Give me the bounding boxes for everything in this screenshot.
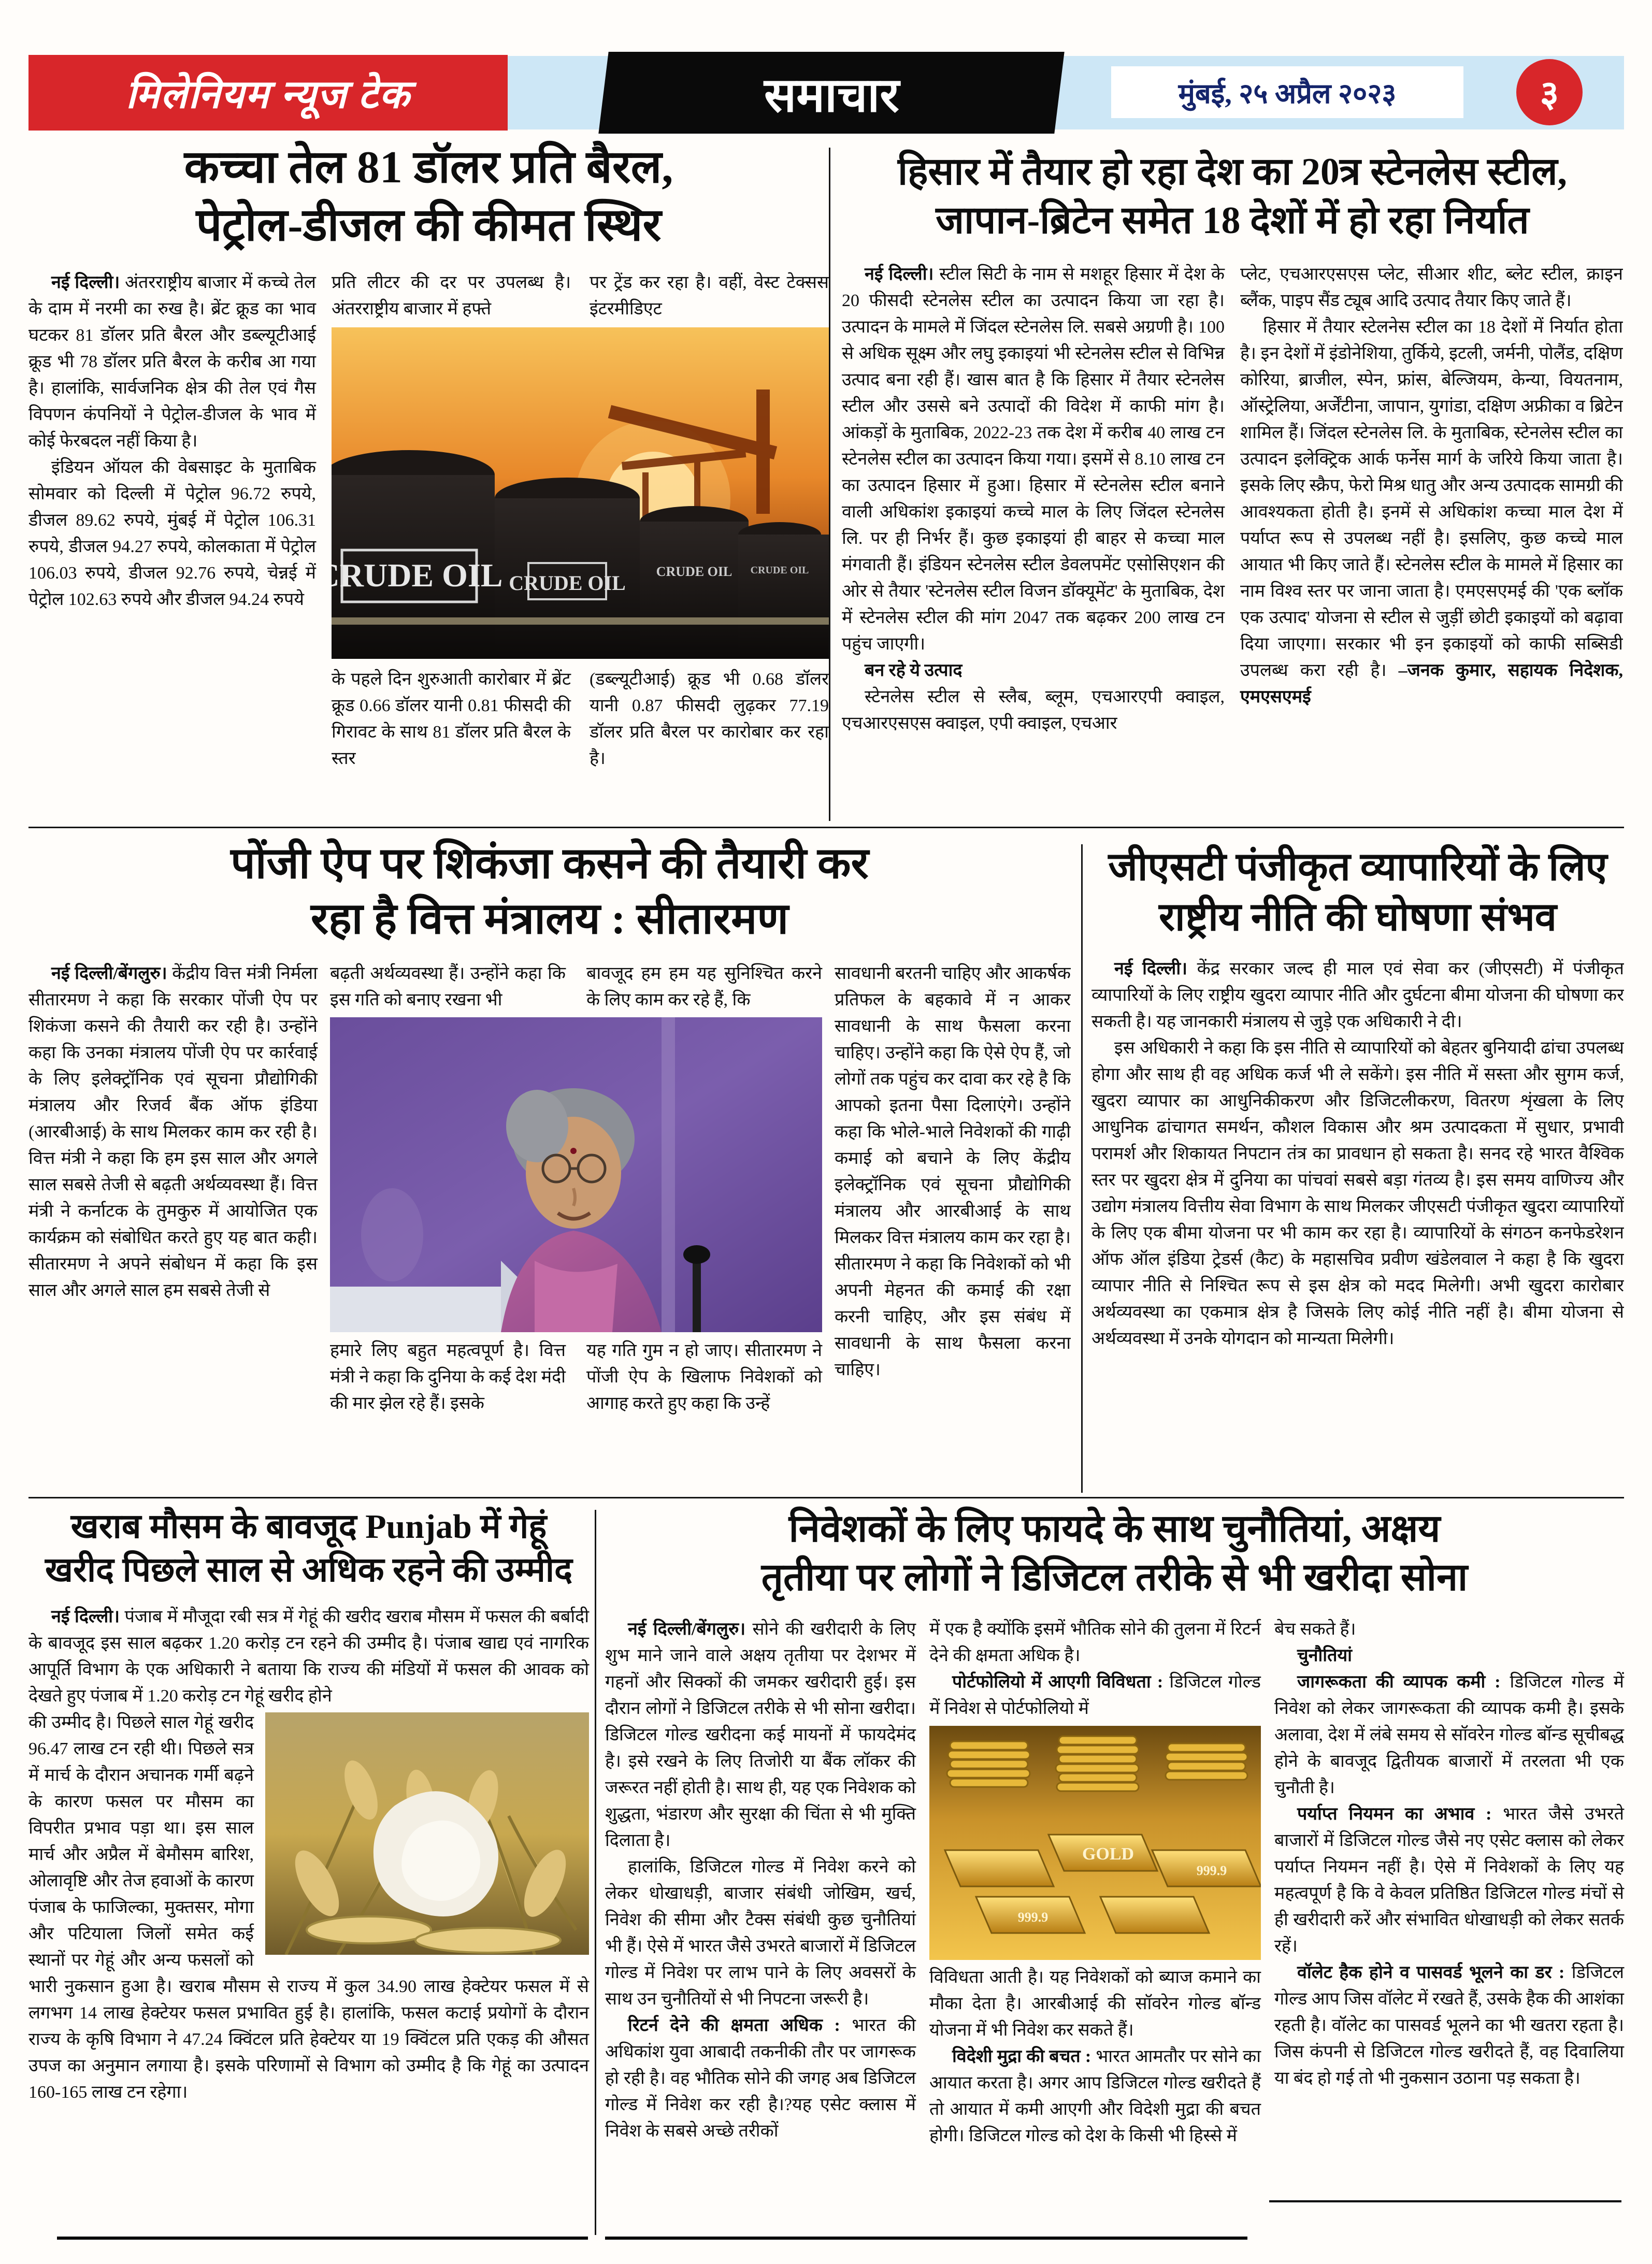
article-wheat-intro bbox=[28, 1604, 589, 1709]
headline-line: निवेशकों के लिए फायदे के साथ चुनौतियां, अक्षय bbox=[788, 1508, 1441, 1550]
wheat-photo bbox=[265, 1712, 589, 1955]
masthead bbox=[28, 56, 1624, 129]
page-number-badge bbox=[1516, 59, 1583, 125]
paragraph: इस अधिकारी ने कहा कि इस नीति से व्यापारियों को बेहतर बुनियादी ढांचा उपलब्ध होगा और साथ ही वह अधिक कर्ज भी ले सकेंगे। इस नीति में सस्ता और सुगम कर्ज, खुदरा व्यापार का आधुनिकीकरण और डिजिटलीकरण, वितरण शृंखला के लिए आधुनिक ढांचागत समर्थन, कौशल विकास और श्रम उत्पादकता में सुधार, प्रभावी परामर्श और शिकायत निपटान तंत्र का प्रावधान हो सकता है। सनद रहे भारत वैश्विक स्तर पर खुदरा क्षेत्र में दुनिया का पांचवां सबसे बड़ा गंतव्य है। इस समय वाणिज्य और उद्योग मंत्रालय वित्तीय सेवा विभाग के साथ मिलकर जीएसटी पंजीकृत खुदरा व्यापारियों के लिए एक बीमा योजना पर भी काम कर रहा है। व्यापारियों के संगठन कनफेडरेशन ऑफ ऑल इंडिया ट्रेडर्स (कैट) के महासचिव प्रवीण खंडेलवाल ने कहा है कि खुदरा व्यापार नीति से निश्चित रूप से इस क्षेत्र को मदद मिलेगी। अभी खुदरा कारोबार अर्थव्यवस्था का एकमात्र क्षेत्र है जिसके लिए कोई नीति नहीं है। बीमा योजना से अर्थव्यवस्था में उनके योगदान को मान्यता मिलेगी। bbox=[1091, 1039, 1624, 1349]
headline-line: पेट्रोल-डीजल की कीमत स्थिर bbox=[196, 200, 662, 251]
article-digital-gold-col2-bottom bbox=[929, 1964, 1261, 2149]
edition-date: मुंबई, २५ अप्रैल २०२३ bbox=[1178, 78, 1397, 109]
bottom-rule-right bbox=[1269, 2200, 1621, 2202]
article-ponzi-apps-col3-top: बावजूद हम हम यह सुनिश्चित करने के लिए काम कर रहे हैं, कि bbox=[586, 964, 822, 1010]
paragraph: बेच सकते हैं। bbox=[1274, 1619, 1356, 1639]
paragraph: नई दिल्ली। स्टील सिटी के नाम से मशहूर हिसार में देश के 20 फीसदी स्टेनलेस स्टील का उत्पादन किया जा रहा है। उत्पादन के मामले में जिंदल स्टेनलेस लि. सबसे अग्रणी है। 100 से अधिक सूक्ष्म और लघु इकाइयां भी स्टेनलेस स्टील से विभिन्न उत्पाद बना रही हैं। खास बात है कि हिसार में तैयार स्टेनलेस स्टील और उससे बने उत्पादों की विदेश में काफी मांग है। आंकड़ों के मुताबिक, 2022-23 तक देश में करीब 40 लाख टन स्टेनलेस स्टील का उत्पादन किया गया। इसमें से 8.10 लाख टन का उत्पादन हिसार में हुआ। हिसार में स्टेनलेस स्टील बनाने वाली अधिकांश इकाइयां कच्चे माल के लिए जिंदल स्टेनलेस लि. पर ही निर्भर हैं। कुछ इकाइयां ही बाहर से कच्चा माल मंगवाती हैं। इंडियन स्टेनलेस स्टील डेवलपमेंट एसोसिएशन की ओर से तैयार 'स्टेनलेस स्टील विजन डॉक्यूमेंट' के मुताबिक, देश में स्टेनलेस स्टील की मांग 2047 तक बढ़कर 200 लाख टन पहुंच जाएगी। bbox=[842, 264, 1225, 654]
headline-line: खराब मौसम के बावजूद Punjab में गेहूं bbox=[70, 1508, 547, 1546]
paragraph: नई दिल्ली। अंतरराष्ट्रीय बाजार में कच्चे तेल के दाम में नरमी का रुख है। ब्रेंट क्रूड का भाव घटकर 81 डॉलर प्रति बैरल और डब्ल्यूटीआई क्रूड भी 78 डॉलर प्रति बैरल के करीब आ गया है। हालांकि, सार्वजनिक क्षेत्र की तेल एवं गैस विपणन कंपनियों ने पेट्रोल-डीजल के भाव में कोई फेरबदल नहीं किया है। bbox=[28, 272, 316, 451]
bottom-rule-middle bbox=[605, 2237, 1247, 2240]
sub-heading: बन रहे ये उत्पाद bbox=[865, 660, 963, 680]
article-ponzi-apps-col1 bbox=[28, 960, 318, 1507]
article-crude-oil-col2-bottom: के पहले दिन शुरुआती कारोबार में ब्रेंट क्रूड 0.66 डॉलर यानी 0.81 फीसदी की गिरावट के साथ 81 डॉलर प्रति बैरल के स्तर bbox=[332, 669, 571, 768]
svg-text:CRUDE OIL: CRUDE OIL bbox=[750, 564, 809, 576]
paragraph: प्लेट, एचआरएसएस प्लेट, सीआर शीट, ब्लेट स्टील, क्राइन ब्लैंक, पाइप सैंड ट्यूब आदि उत्पाद तैयार किए जाते हैं। bbox=[1240, 264, 1623, 310]
article-wheat-procurement bbox=[28, 1505, 589, 2106]
article-crude-oil-col3-top: पर ट्रेंड कर रहा है। वहीं, वेस्ट टेक्सस इंटरमीडिएट bbox=[590, 272, 829, 319]
article-crude-oil-col1 bbox=[28, 269, 316, 837]
paragraph: वॉलेट हैक होने व पासवर्ड भूलने का डर : डिजिटल गोल्ड आप जिस वॉलेट में रखते हैं, उसके हैक की आशंका रहती है। वॉलेट का पासवर्ड भूलने का भी खतरा रहता है। जिस कंपनी से डिजिटल गोल्ड खरीदते हैं, वह दिवालिया या बंद हो गई तो भी नुकसान उठाना पड़ सकता है। bbox=[1274, 1963, 1624, 2088]
article-gst-policy-body bbox=[1091, 956, 1624, 1494]
section-title: समाचार bbox=[764, 68, 899, 122]
article-wheat-procurement-headline bbox=[28, 1505, 589, 1592]
headline-line: खरीद पिछले साल से अधिक रहने की उम्मीद bbox=[45, 1551, 573, 1589]
newspaper-logo-text: मिलेनियम न्यूज टेक bbox=[125, 73, 411, 117]
section-divider bbox=[28, 1497, 1624, 1498]
paragraph: जागरूकता की व्यापक कमी : डिजिटल गोल्ड में निवेश को लेकर जागरूकता की व्यापक कमी है। इसके अलावा, देश में लंबे समय से सॉवरेन गोल्ड बॉन्ड सूचीबद्ध होने के बावजूद द्वितीयक बाजारों में तरलता भी एक चुनौती है। bbox=[1274, 1672, 1624, 1797]
section-divider bbox=[28, 827, 1624, 828]
paragraph: विदेशी मुद्रा की बचत : भारत आमतौर पर सोने का आयात करता है। अगर आप डिजिटल गोल्ड खरीदते हैं तो आयात में कमी आएगी और विदेशी मुद्रा की बचत होगी। डिजिटल गोल्ड को देश के किसी भी हिस्से में bbox=[929, 2046, 1261, 2145]
article-ponzi-apps-col3-bottom: यह गति गुम न हो जाए। सीतारमण ने पोंजी ऐप के खिलाफ निवेशकों को आगाह करते हुए कहा कि उन्हें bbox=[586, 1341, 822, 1414]
paragraph: नई दिल्ली/बेंगलुरु। सोने की खरीदारी के लिए शुभ माने जाने वाले अक्षय तृतीया पर देशभर में गहनों और सिक्कों की जमकर खरीदारी हुई। इस दौरान लोगों ने डिजिटल तरीके से भी सोना खरीदा। डिजिटल गोल्ड खरीदना कई मायनों में फायदेमंद है। इसे रखने के लिए तिजोरी या बैंक लॉकर की जरूरत नहीं होती है। साथ ही, यह एक निवेशक को शुद्धता, भंडारण और सुरक्षा की चिंता से भी मुक्ति दिलाता है। bbox=[605, 1619, 916, 1850]
article-crude-oil-col3-bottom: (डब्ल्यूटीआई) क्रूड भी 0.68 डॉलर यानी 0.87 फीसदी लुढ़कर 77.19 डॉलर प्रति बैरल पर कारोबार कर रहा है। bbox=[590, 669, 829, 768]
section-flag bbox=[598, 52, 1064, 134]
article-digital-gold-col3 bbox=[1274, 1616, 1624, 2149]
article-crude-oil-headline bbox=[28, 139, 829, 255]
article-crude-oil-col2-top: प्रति लीटर की दर पर उपलब्ध है। अंतरराष्ट्रीय बाजार में हफ्ते bbox=[332, 272, 571, 319]
gold-photo bbox=[929, 1726, 1261, 1960]
paragraph: हिसार में तैयार स्टेलनेस स्टील का 18 देशों में निर्यात होता है। इन देशों में इंडोनेशिया, तुर्किये, इटली, जर्मनी, पोलैंड, दक्षिण कोरिया, ब्राजील, स्पेन, फ्रांस, बेल्जियम, केन्या, वियतनाम, ऑस्ट्रेलिया, अर्जेंटीना, जापान, युगांडा, दक्षिण अफ्रीका व ब्रिटेन शामिल हैं। जिंदल स्टेनलेस लि. के मुताबिक, स्टेनलेस स्टील का उत्पादन इलेक्ट्रिक आर्क फर्नेस मार्ग के जरिये किया जाता है। इसके लिए स्क्रैप, फेरो मिश्र धातु और अन्य उत्पादक सामग्री की आवश्यकता होती है। इनमें से अधिकांश कच्चा माल देश में पर्याप्त रूप से उपलब्ध नहीं है। इसलिए, कुछ कच्चे माल आयात भी किए जाते हैं। स्टेनलेस स्टील के मामले में हिसार का नाम विश्व स्तर पर जाना जाता है। एमएसएमई की 'एक ब्लॉक एक उत्पाद' योजना से स्टील से जुड़ीं छोटी इकाइयों को बढ़ावा दिया जाएगा। सरकार भी इन इकाइयों को काफी सब्सिडी उपलब्ध करा रही है। –जनक कुमार, सहायक निदेशक, एमएसएमई bbox=[1240, 317, 1623, 706]
paragraph: विविधता आती है। यह निवेशकों को ब्याज कमाने का मौका देता है। आरबीआई की सॉवरेन गोल्ड बॉन्ड योजना में भी निवेश कर सकते हैं। bbox=[929, 1967, 1261, 2040]
article-ponzi-apps-col4 bbox=[835, 960, 1071, 1507]
paragraph: नई दिल्ली/बेंगलुरु। केंद्रीय वित्त मंत्री निर्मला सीतारमण ने कहा कि सरकार पोंजी ऐप पर शिकंजा कसने की तैयारी कर रही है। उन्होंने कहा कि उनका मंत्रालय पोंजी ऐप पर कार्रवाई के लिए इलेक्ट्रॉनिक एवं सूचना प्रौद्योगिकी मंत्रालय और रिजर्व बैंक ऑफ इंडिया (आरबीआई) के साथ मिलकर काम कर रही है। वित्त मंत्री ने कहा कि हम इस साल और अगले साल सबसे तेजी से बढ़ती अर्थव्यवस्था हैं। वित्त मंत्री ने कर्नाटक के तुमकुरु में आयोजित एक कार्यक्रम को संबोधित करते हुए यह बात कही। सीतारमण ने अपने संबोधन में कहा कि इस साल और अगले साल हम सबसे तेजी से bbox=[28, 964, 318, 1301]
svg-text:CRUDE OIL: CRUDE OIL bbox=[509, 571, 626, 595]
paragraph: हालांकि, डिजिटल गोल्ड में निवेश करने को लेकर धोखाधड़ी, बाजार संबंधी जोखिम, खर्च, निवेश की सीमा और टैक्स संबंधी कुछ चुनौतियां भी हैं। ऐसे में भारत जैसे उभरते बाजारों में डिजिटल गोल्ड में निवेश पर लाभ पाने के लिए अवसरों के साथ उन चुनौतियों से भी निपटना जरूरी है। bbox=[605, 1857, 916, 2009]
article-ponzi-apps-col2-top: बढ़ती अर्थव्यवस्था हैं। उन्होंने कहा कि इस गति को बनाए रखना भी bbox=[330, 964, 566, 1010]
paragraph: स्टेनलेस स्टील से स्लैब, ब्लूम, एचआरएपी क्वाइल, एचआरएसएस क्वाइल, एपी क्वाइल, एचआर bbox=[842, 687, 1225, 733]
column-divider bbox=[595, 1510, 596, 2235]
article-digital-gold-col2 bbox=[929, 1616, 1261, 2149]
article-stainless-steel-col2 bbox=[1240, 261, 1623, 820]
article-ponzi-apps-col2-bottom: हमारे लिए बहुत महत्वपूर्ण है। वित्त मंत्री ने कहा कि दुनिया के कई देश मंदी की मार झेल रहे हैं। इसके bbox=[330, 1341, 566, 1414]
gold-bar-label: GOLD bbox=[1082, 1844, 1134, 1864]
paragraph: पोर्टफोलियो में आएगी विविधता : डिजिटल गोल्ड में निवेश से पोर्टफोलियो में bbox=[929, 1672, 1261, 1718]
sub-heading: चुनौतियां bbox=[1297, 1646, 1352, 1665]
column-divider bbox=[1081, 844, 1083, 1493]
svg-text:999.9: 999.9 bbox=[1017, 1909, 1048, 1925]
headline-line: राष्ट्रीय नीति की घोषणा संभव bbox=[1158, 895, 1557, 939]
headline-line: पोंजी ऐप पर शिकंजा कसने की तैयारी कर bbox=[231, 840, 869, 888]
paragraph: में एक है क्योंकि इसमें भौतिक सोने की तुलना में रिटर्न देने की क्षमता अधिक है। bbox=[929, 1619, 1261, 1665]
date-box bbox=[1111, 66, 1463, 118]
paragraph: इंडियन ऑयल की वेबसाइट के मुताबिक सोमवार को दिल्ली में पेट्रोल 96.72 रुपये, डीजल 89.62 रुपये, मुंबई में पेट्रोल 106.31 रुपये, डीजल 94.27 रुपये, कोलकाता में पेट्रोल 106.03 रुपये, डीजल 92.76 रुपये, चेन्नई में पेट्रोल 102.63 रुपये और डीजल 94.24 रुपये bbox=[28, 457, 316, 609]
paragraph: की उम्मीद है। पिछले साल गेहूं खरीद 96.47 लाख टन रही थी। पिछले सत्र में मार्च के दौरान अचानक गर्मी बढ़ने के कारण फसल पर मौसम का विपरीत प्रभाव पड़ा था। इस साल मार्च और अप्रैल में बेमौसम बारिश, ओलावृष्टि और तेज हवाओं के कारण पंजाब के फाजिल्का, मुक्तसर, मोगा और पटियाला जिलों समेत कई स्थानों पर गेहूं और अन्य फसलों को भारी नुकसान हुआ है। खराब मौसम से राज्य में कुल 34.90 लाख हेक्टेयर फसल में से लगभग 14 लाख हेक्टेयर फसल प्रभावित हुई है। हालांकि, फसल कटाई प्रयोगों के दौरान राज्य के कृषि विभाग ने 47.24 क्विंटल प्रति हेक्टेयर या 19 क्विंटल प्रति एकड़ की औसत उपज का अनुमान लगाया है। इसके परिणामों से विभाग को उम्मीद है कि गेहूं का उत्पादन 160-165 लाख टन रहेगा। bbox=[28, 1712, 589, 2102]
bottom-rule-left bbox=[57, 2237, 588, 2240]
headline-line: जीएसटी पंजीकृत व्यापारियों के लिए bbox=[1108, 845, 1607, 889]
svg-text:CRUDE OIL: CRUDE OIL bbox=[656, 564, 732, 579]
article-gst-policy bbox=[1091, 842, 1624, 1494]
article-stainless-steel bbox=[842, 148, 1623, 820]
article-digital-gold-headline bbox=[605, 1505, 1624, 1603]
newspaper-logo bbox=[28, 55, 508, 131]
headline-line: तृतीया पर लोगों ने डिजिटल तरीके से भी खरीदा सोना bbox=[761, 1556, 1468, 1599]
crude-oil-label: CRUDE OIL bbox=[332, 556, 503, 594]
page-number: ३ bbox=[1540, 75, 1559, 114]
article-digital-gold-col2-top bbox=[929, 1616, 1261, 1722]
article-gst-policy-headline bbox=[1091, 842, 1624, 942]
headline-line: हिसार में तैयार हो रहा देश का 20त्र स्टेनलेस स्टील, bbox=[897, 151, 1568, 193]
article-ponzi-apps-headline bbox=[28, 837, 1071, 947]
headline-line: रहा है वित्त मंत्रालय : सीतारमण bbox=[310, 895, 789, 943]
headline-line: कच्चा तेल 81 डॉलर प्रति बैरल, bbox=[184, 142, 673, 193]
paragraph: सावधानी बरतनी चाहिए और आकर्षक प्रतिफल के बहकावे में न आकर सावधानी के साथ फैसला करना चाहिए। उन्होंने कहा कि ऐसे ऐप हैं, जो लोगों तक पहुंच कर दावा कर रहे है कि आपको इतना पैसा दिलाएंगे। उन्होंने कहा कि भोले-भाले निवेशकों की गाढ़ी कमाई को बचाने के लिए केंद्रीय इलेक्ट्रॉनिक एवं सूचना प्रौद्योगिकी मंत्रालय और आरबीआई के साथ मिलकर वित्त मंत्रालय काम कर रहा है। सीतारमण ने कहा कि निवेशकों को भी अपनी मेहनत की कमाई की रक्षा करनी चाहिए, और इस संबंध में सावधानी के साथ फैसला करना चाहिए। bbox=[835, 964, 1071, 1380]
finance-minister-photo bbox=[330, 1017, 822, 1332]
article-stainless-steel-headline bbox=[842, 148, 1623, 246]
crude-oil-photo bbox=[332, 327, 829, 659]
column-divider bbox=[829, 148, 830, 821]
headline-line: जापान-ब्रिटेन समेत 18 देशों में हो रहा निर्यात bbox=[936, 199, 1529, 242]
svg-text:999.9: 999.9 bbox=[1196, 1863, 1227, 1878]
article-crude-oil bbox=[28, 139, 829, 837]
article-wheat-procurement-body bbox=[28, 1604, 589, 2106]
article-digital-gold bbox=[605, 1505, 1624, 2149]
article-stainless-steel-col1 bbox=[842, 261, 1225, 820]
paragraph: नई दिल्ली। केंद्र सरकार जल्द ही माल एवं सेवा कर (जीएसटी) में पंजीकृत व्यापारियों के लिए राष्ट्रीय खुदरा व्यापार नीति और दुर्घटना बीमा योजना की घोषणा कर सकती है। यह जानकारी मंत्रालय से जुड़े एक अधिकारी ने दी। bbox=[1091, 959, 1624, 1032]
paragraph: रिटर्न देने की क्षमता अधिक : भारत की अधिकांश युवा आबादी तकनीकी तौर पर जागरूक हो रही है। वह भौतिक सोने की जगह अब डिजिटल गोल्ड में निवेश कर रही है।?यह एसेट क्लास में निवेश के सबसे अच्छे तरीकों bbox=[605, 2015, 916, 2141]
article-digital-gold-col1 bbox=[605, 1616, 916, 2149]
paragraph: नई दिल्ली। पंजाब में मौजूदा रबी सत्र में गेहूं की खरीद खराब मौसम में फसल की बर्बादी के बावजूद इस साल बढ़कर 1.20 करोड़ टन रहने की उम्मीद है। पंजाब खाद्य एवं नागरिक आपूर्ति विभाग के एक अधिकारी ने बताया कि राज्य की मंडियों में फसल की आवक को देखते हुए पंजाब में 1.20 करोड़ टन गेहूं खरीद होने bbox=[28, 1607, 589, 1706]
article-ponzi-apps bbox=[28, 837, 1071, 1507]
paragraph: पर्याप्त नियमन का अभाव : भारत जैसे उभरते बाजारों में डिजिटल गोल्ड जैसे नए एसेट क्लास को लेकर पर्याप्त नियमन नहीं है। ऐसे में निवेशकों के लिए यह महत्वपूर्ण है कि वे केवल प्रतिष्ठित डिजिटल गोल्ड मंचों से ही खरीदारी करें और संभावित धोखाधड़ी को लेकर सतर्क रहें। bbox=[1274, 1804, 1624, 1956]
